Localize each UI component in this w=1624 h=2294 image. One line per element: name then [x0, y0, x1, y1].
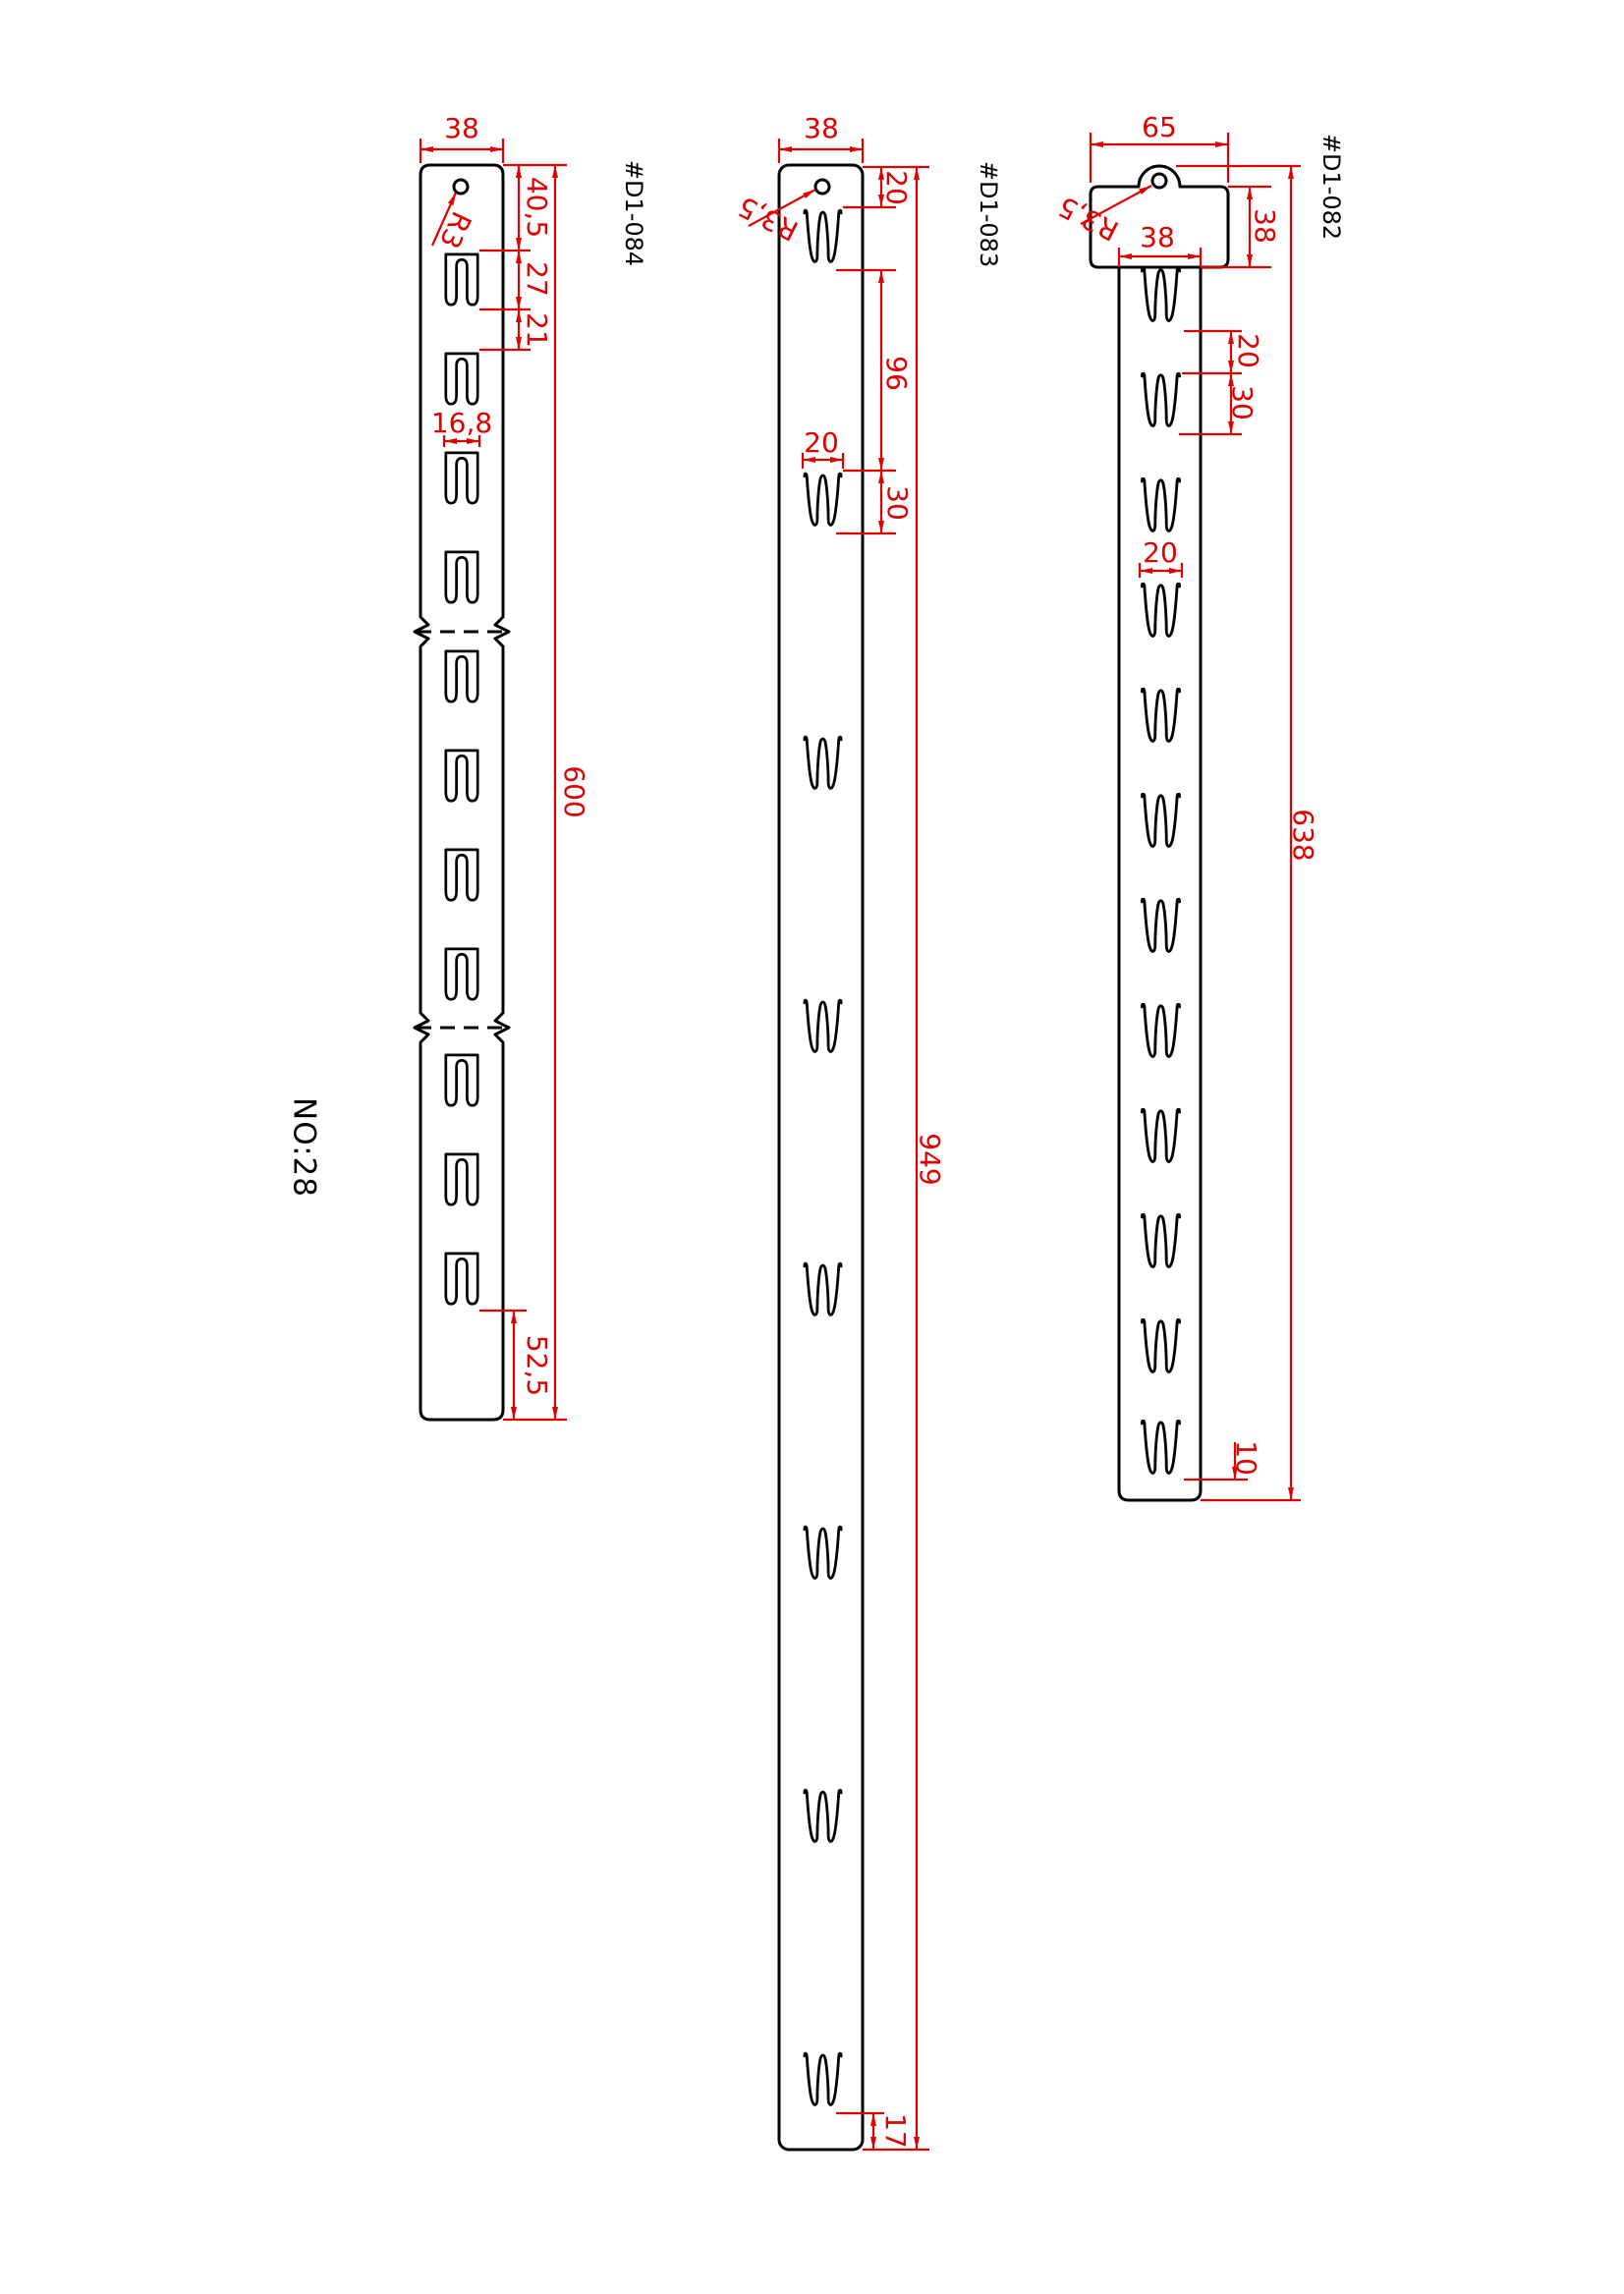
part-id-d1-082: #D1-082	[1317, 133, 1345, 241]
dim-slot-gap-d1-082: 20	[1232, 333, 1264, 368]
slot	[446, 751, 477, 801]
slot	[1142, 268, 1179, 321]
dim-top-offset-d1-084: 40,5	[521, 176, 553, 239]
dim-bottom-d1-083: 17	[879, 2113, 912, 2149]
dim-slot-height-d1-083: 30	[881, 485, 914, 521]
slot	[446, 1055, 477, 1105]
mounting-hole	[815, 180, 829, 194]
strip-d1-083	[749, 139, 929, 2150]
slot	[805, 737, 841, 788]
slot-column	[1142, 268, 1179, 1474]
slot	[1142, 689, 1179, 742]
body-outline	[1119, 267, 1201, 1500]
dim-slot-height-d1-082: 30	[1226, 385, 1259, 420]
slot	[446, 949, 477, 999]
slot	[1142, 584, 1179, 637]
slot-column	[805, 210, 841, 2104]
dim-body-width-d1-082: 38	[1140, 221, 1175, 253]
slot	[1142, 1214, 1179, 1267]
mounting-hole	[454, 180, 468, 194]
part-id-d1-083: #D1-083	[975, 160, 1002, 268]
dim-top-offset-d1-083: 20	[880, 170, 913, 205]
slot	[805, 1000, 841, 1051]
dim-slot-width-d1-082: 20	[1143, 536, 1178, 569]
dim-header-width-d1-082: 65	[1142, 111, 1177, 143]
slot	[446, 552, 477, 602]
slot	[446, 453, 477, 503]
part-id-d1-084: #D1-084	[620, 159, 647, 267]
slot	[446, 1254, 477, 1304]
slot	[1142, 373, 1179, 426]
slot	[1142, 899, 1179, 952]
dim-slot-width-d1-083: 20	[804, 426, 839, 459]
slot	[446, 651, 477, 701]
slot	[446, 254, 477, 305]
dim-slot-width-d1-084: 16,8	[430, 407, 493, 439]
dim-hole-radius-d1-084: R3	[432, 206, 478, 254]
dim-width-d1-083: 38	[804, 112, 839, 144]
dimensions-d1-083	[749, 139, 929, 2150]
dim-bottom-d1-082: 10	[1230, 1440, 1262, 1476]
slot	[446, 850, 477, 900]
dimensions-d1-082	[1081, 133, 1301, 1500]
slot	[446, 1154, 477, 1204]
slot	[805, 1790, 841, 1841]
strip-d1-082	[1081, 133, 1301, 1500]
slot	[805, 474, 841, 525]
mounting-hole	[1152, 174, 1166, 188]
sheet-number: NO:28	[286, 1097, 322, 1198]
dim-hole-radius-d1-082: R3,5	[1052, 190, 1124, 248]
slot	[1142, 794, 1179, 847]
slot	[805, 1527, 841, 1578]
dim-bottom-d1-084: 52,5	[521, 1334, 553, 1397]
dim-width-d1-084: 38	[444, 112, 479, 144]
dim-slot-height-d1-084: 27	[521, 261, 553, 297]
dim-slot-gap-d1-084: 21	[521, 312, 553, 348]
dim-length-d1-083: 949	[914, 1133, 946, 1186]
dim-length-d1-082: 638	[1287, 809, 1319, 862]
slot	[1142, 1109, 1179, 1162]
slot	[446, 354, 477, 404]
slot	[805, 2053, 841, 2104]
slot	[1142, 1004, 1179, 1057]
dim-header-height-d1-082: 38	[1249, 208, 1281, 244]
slot	[1142, 1319, 1179, 1372]
break-lines	[417, 632, 507, 1028]
slot	[805, 210, 841, 261]
dim-hole-radius-d1-083: R3,5	[732, 190, 804, 248]
dim-length-d1-084: 600	[558, 765, 590, 818]
strip-outline	[779, 165, 863, 2150]
slot	[1142, 1421, 1179, 1474]
slot	[1142, 478, 1179, 532]
dim-slot-spacing-d1-083: 96	[880, 356, 913, 391]
slot	[805, 1263, 841, 1315]
